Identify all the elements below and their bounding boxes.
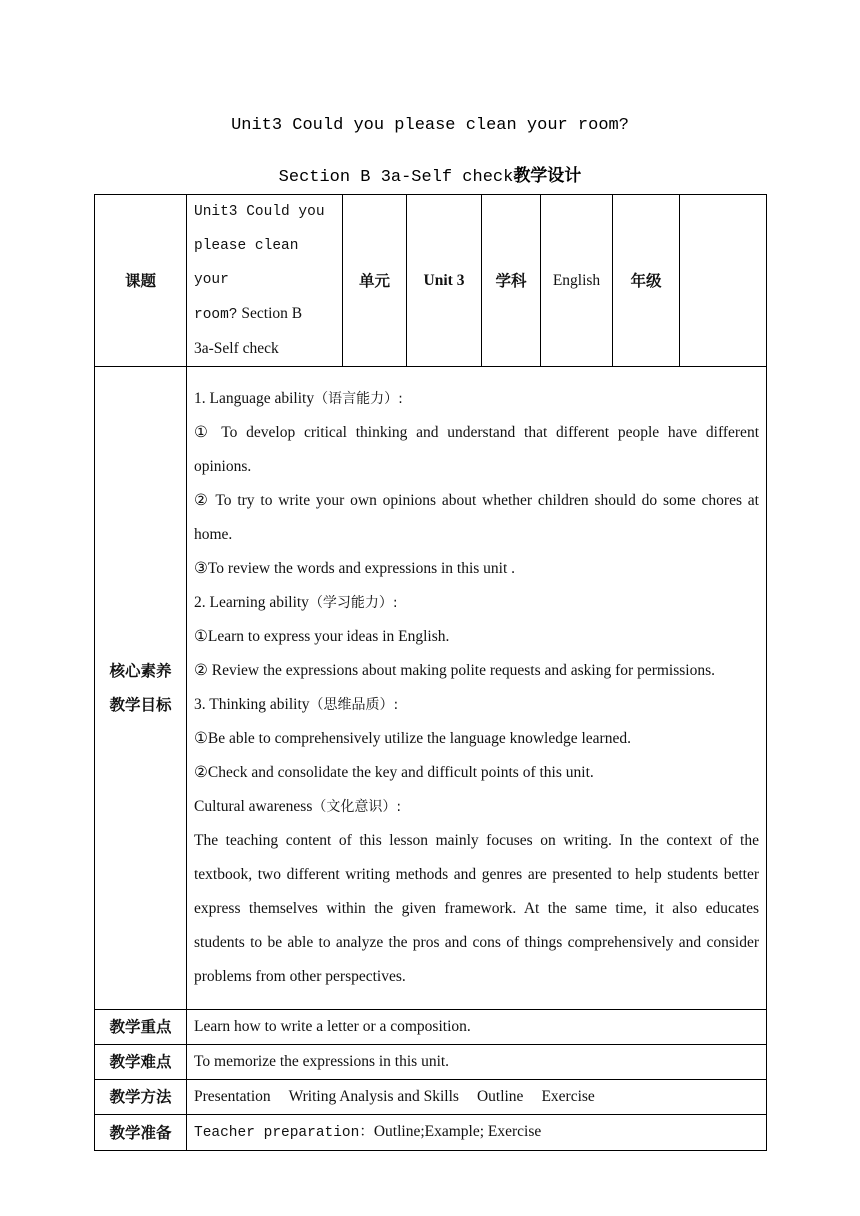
key-points-label: 教学重点: [95, 1010, 187, 1045]
goals-label: 核心素养 教学目标: [95, 367, 187, 1010]
difficulties-row: [95, 1045, 767, 1080]
preparation-value: Teacher preparation：Outline;Example; Exercise: [187, 1115, 767, 1151]
difficulties-value: To memorize the expressions in this unit.: [187, 1045, 767, 1080]
learning-goal-1: ①Learn to express your ideas in English.: [194, 628, 450, 645]
preparation-row: [95, 1115, 767, 1151]
method-item: Writing Analysis and Skills: [288, 1088, 459, 1105]
key-points-value: Learn how to write a letter or a composition.: [187, 1010, 767, 1045]
subject-value: English: [541, 195, 613, 367]
cultural-awareness-heading: Cultural awareness（文化意识）:: [194, 798, 402, 815]
lesson-plan-table: [94, 194, 767, 1151]
learning-ability-heading: 2. Learning ability（学习能力）:: [194, 594, 398, 611]
language-ability-heading: 1. Language ability（语言能力）:: [194, 390, 403, 407]
grade-label: 年级: [613, 195, 680, 367]
language-goal-1: ① To develop critical thinking and understand that different people have different opinions.: [194, 424, 759, 475]
document-title: Unit3 Could you please clean your room?: [231, 116, 629, 135]
difficulties-label: 教学难点: [95, 1045, 187, 1080]
method-item: Presentation: [194, 1088, 271, 1105]
topic-value: Unit3 Could you please clean your room? Section B 3a-Self check: [187, 195, 343, 367]
methods-value: [187, 1080, 767, 1115]
preparation-label: 教学准备: [95, 1115, 187, 1151]
grade-value: [680, 195, 767, 367]
goals-row: [95, 367, 767, 1010]
thinking-goal-1: ①Be able to comprehensively utilize the language knowledge learned.: [194, 730, 631, 747]
subtitle-zh: 教学设计: [513, 166, 582, 186]
unit-value: Unit 3: [407, 195, 482, 367]
method-item: Outline: [476, 1088, 524, 1105]
cultural-awareness-text: The teaching content of this lesson mainly focuses on writing. In the context of the textbook, two different writing methods and genres are presented to help students better express themselves within the given framework. At the same time, it also educates students to be able to analyze the pros and cons of things comprehensively and consider problems from other perspectives.: [194, 832, 759, 985]
topic-label: 课题: [95, 195, 187, 367]
thinking-goal-2: ②Check and consolidate the key and difficult points of this unit.: [194, 764, 594, 781]
language-goal-3: ③To review the words and expressions in this unit .: [194, 560, 516, 577]
header-row: [95, 195, 767, 367]
learning-goal-2: ② Review the expressions about making polite requests and asking for permissions.: [194, 662, 715, 679]
document-subtitle: Section B 3a-Self check教学设计: [278, 166, 582, 187]
unit-label: 单元: [343, 195, 407, 367]
methods-row: [95, 1080, 767, 1115]
thinking-ability-heading: 3. Thinking ability（思维品质）:: [194, 696, 399, 713]
language-goal-2: ② To try to write your own opinions about whether children should do some chores at home.: [194, 492, 759, 543]
goals-content: [187, 367, 767, 1010]
key-points-row: [95, 1010, 767, 1045]
subject-label: 学科: [482, 195, 541, 367]
methods-label: 教学方法: [95, 1080, 187, 1115]
method-item: Exercise: [541, 1088, 595, 1105]
